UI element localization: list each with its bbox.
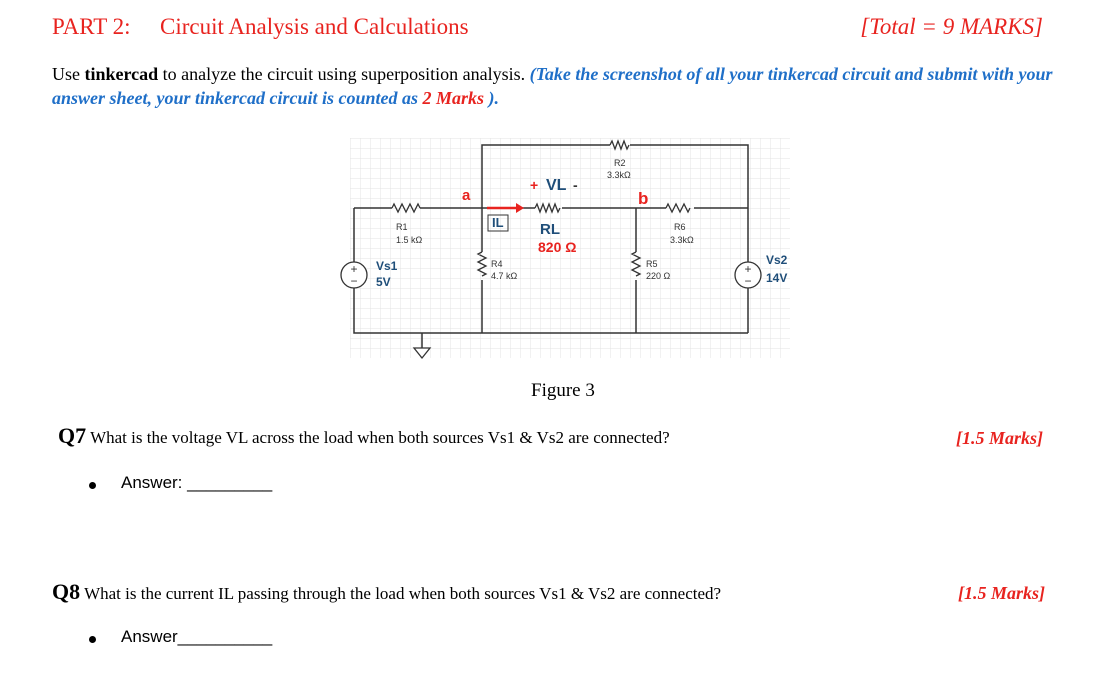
q7-bullet (89, 482, 96, 489)
total-marks: [Total = 9 MARKS] (860, 14, 1043, 39)
q8-bullet (89, 636, 96, 643)
vl-label: VL (546, 177, 567, 194)
q8-text: What is the current IL passing through the load when both sources Vs1 & Vs2 are connected? (80, 584, 722, 603)
il-label: IL (492, 215, 504, 230)
r5-name: R5 (646, 259, 658, 269)
q7-marks: [1.5 Marks] (955, 428, 1043, 448)
q7-number: Q7 (58, 423, 87, 448)
figure-caption: Figure 3 (531, 380, 595, 401)
instr-marks: 2 Marks (422, 88, 485, 108)
question-q8 (52, 579, 721, 605)
r2-name: R2 (614, 158, 626, 168)
r6-value: 3.3kΩ (670, 235, 694, 245)
node-a-label: a (462, 187, 471, 204)
rl-name: RL (540, 221, 560, 238)
vs1-value: 5V (376, 275, 391, 289)
r1-name: R1 (396, 222, 408, 232)
circuit-diagram (330, 128, 800, 368)
svg-text:+: + (744, 262, 752, 276)
r2-value: 3.3kΩ (607, 170, 631, 180)
vs2-value: 14V (766, 271, 788, 285)
part-label: PART 2: (52, 14, 131, 39)
part-title (52, 14, 469, 40)
vs1-name: Vs1 (376, 259, 398, 273)
svg-text:+: + (350, 262, 358, 276)
question-q7 (58, 423, 670, 449)
q7-text: What is the voltage VL across the load when both sources Vs1 & Vs2 are connected? (86, 428, 670, 447)
svg-text:−: − (350, 274, 358, 288)
vs1-source (341, 262, 367, 288)
instr-note-end: ). (484, 88, 500, 108)
q8-marks: [1.5 Marks] (957, 583, 1045, 603)
instr-middle: to analyze the circuit using superposition analysis. (158, 64, 530, 84)
rl-value: 820 Ω (538, 239, 577, 255)
svg-text:−: − (744, 274, 752, 288)
instr-tool: tinkercad (84, 64, 159, 84)
section-title: Circuit Analysis and Calculations (160, 14, 469, 39)
q8-number: Q8 (52, 579, 81, 604)
node-b-label: b (638, 189, 649, 208)
r5-value: 220 Ω (646, 271, 671, 281)
instr-prefix: Use (52, 64, 85, 84)
r4-value: 4.7 kΩ (491, 271, 518, 281)
instr-note: (Take the screenshot of all your tinkercad circuit and submit with your answer sheet, your tinkercad circuit is counted as (52, 64, 1053, 108)
vs2-source (735, 262, 761, 288)
instructions (52, 62, 1082, 110)
vl-minus: - (573, 177, 578, 193)
r6-name: R6 (674, 222, 686, 232)
vl-plus: + (530, 177, 539, 193)
q7-answer-line[interactable]: Answer: _________ (121, 473, 273, 492)
r4-name: R4 (491, 259, 503, 269)
vs2-name: Vs2 (766, 253, 788, 267)
q8-answer-line[interactable]: Answer__________ (121, 627, 273, 646)
r1-value: 1.5 kΩ (396, 235, 423, 245)
